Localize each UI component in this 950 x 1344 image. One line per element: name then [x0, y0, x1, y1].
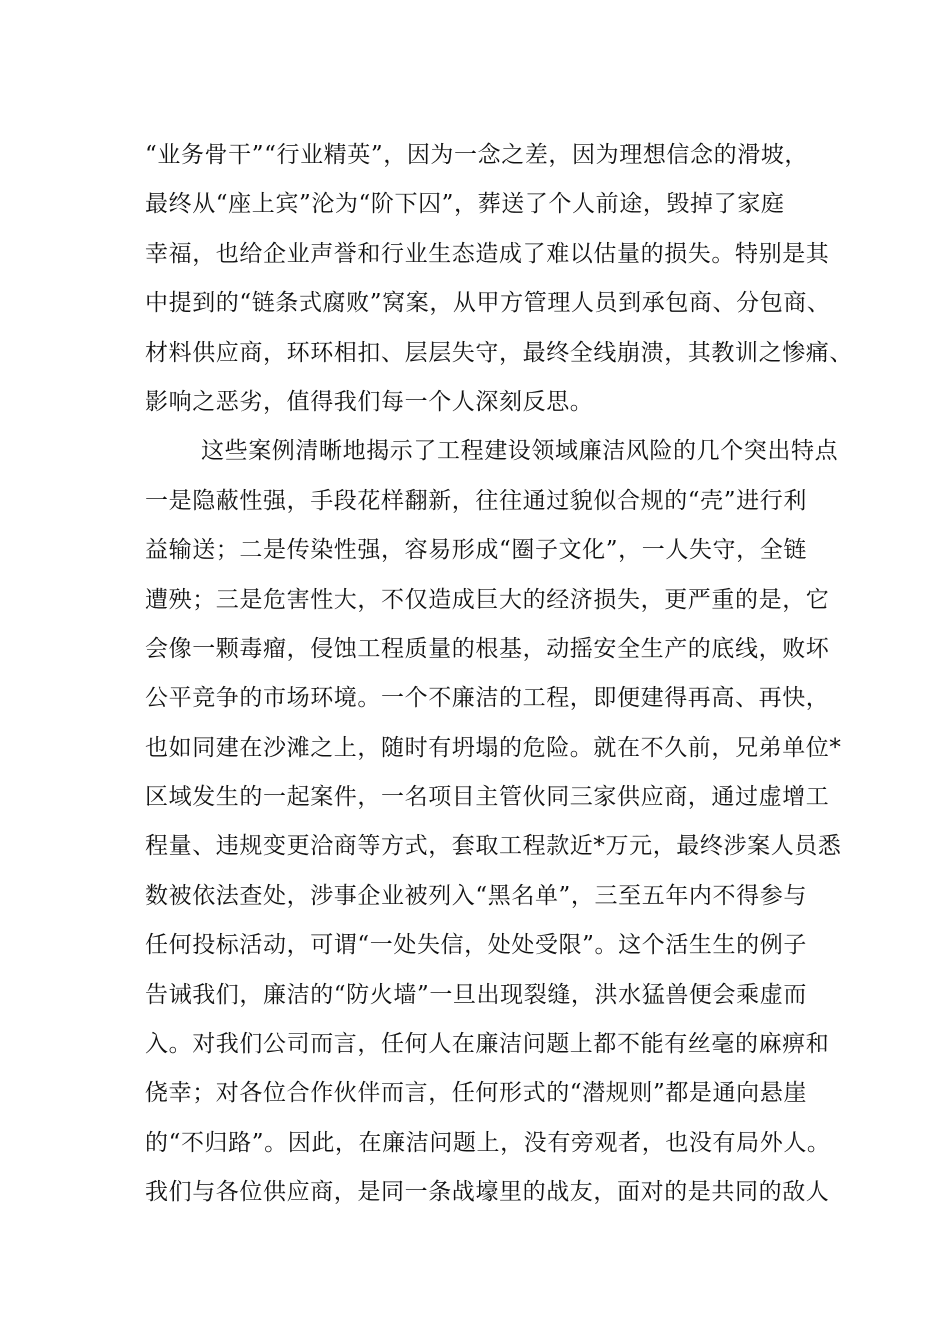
text-line: 数被依法查处，涉事企业被列入“黑名单”，三至五年内不得参与	[145, 882, 807, 909]
text-line: 会像一颗毒瘤，侵蚀工程质量的根基，动摇安全生产的底线，败坏	[145, 635, 830, 662]
text-line: 区域发生的一起案件，一名项目主管伙同三家供应商，通过虚增工	[145, 784, 830, 811]
text-line: 公平竞争的市场环境。一个不廉洁的工程，即便建得再高、再快，	[145, 685, 830, 712]
text-line: 材料供应商，环环相扣、层层失守，最终全线崩溃，其教训之惨痛、	[145, 339, 853, 366]
text-line: 一是隐蔽性强，手段花样翻新，往往通过貌似合规的“壳”进行利	[145, 487, 807, 514]
text-line: 影响之恶劣，值得我们每一个人深刻反思。	[145, 388, 594, 415]
text-line: 入。对我们公司而言，任何人在廉洁问题上都不能有丝毫的麻痹和	[145, 1031, 830, 1058]
paragraph-first-line: 这些案例清晰地揭示了工程建设领域廉洁风险的几个突出特点	[201, 438, 839, 465]
text-line: 任何投标活动，可谓“一处失信，处处受限”。这个活生生的例子	[145, 932, 807, 959]
text-line: 的“不归路”。因此，在廉洁问题上，没有旁观者，也没有局外人。	[145, 1129, 831, 1156]
text-line: 我们与各位供应商，是同一条战壕里的战友，面对的是共同的敌人	[145, 1179, 830, 1206]
text-line: 告诫我们，廉洁的“防火墙”一旦出现裂缝，洪水猛兽便会乘虚而	[145, 981, 807, 1008]
text-line: 遭殃；三是危害性大，不仅造成巨大的经济损失，更严重的是，它	[145, 586, 830, 613]
text-line: 侥幸；对各位合作伙伴而言，任何形式的“潜规则”都是通向悬崖	[145, 1080, 807, 1107]
body-text	[145, 131, 853, 1218]
text-line: 中提到的“链条式腐败”窝案，从甲方管理人员到承包商、分包商、	[145, 290, 831, 317]
text-line: 程量、违规变更洽商等方式，套取工程款近*万元，最终涉案人员悉	[145, 833, 842, 860]
text-line: 最终从“座上宾”沦为“阶下囚”，葬送了个人前途，毁掉了家庭	[145, 191, 785, 218]
text-line: 益输送；二是传染性强，容易形成“圈子文化”，一人失守，全链	[145, 537, 807, 564]
text-line: 幸福，也给企业声誉和行业生态造成了难以估量的损失。特别是其	[145, 240, 830, 267]
text-line: “业务骨干”“行业精英”，因为一念之差，因为理想信念的滑坡，	[145, 142, 809, 168]
text-line: 也如同建在沙滩之上，随时有坍塌的危险。就在不久前，兄弟单位*	[145, 734, 842, 761]
